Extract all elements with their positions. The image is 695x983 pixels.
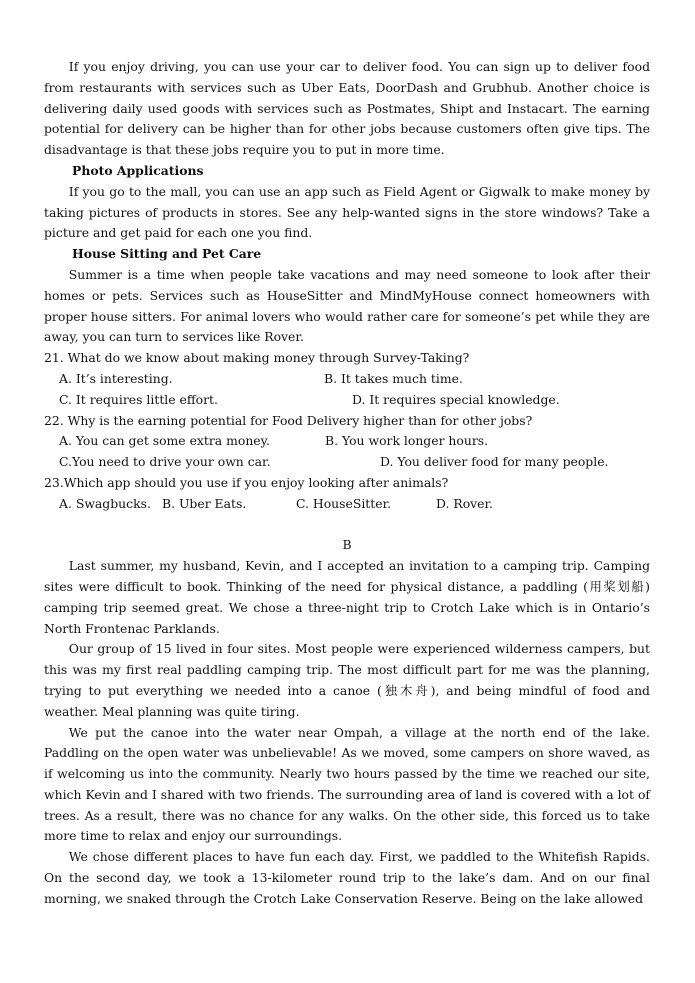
document-page (44, 57, 650, 910)
q22-option-b: B. You work longer hours. (325, 433, 489, 449)
question-23-options (44, 494, 650, 515)
q21-option-b: B. It takes much time. (324, 370, 463, 386)
q22-option-a: A. You can get some extra money. (59, 433, 270, 449)
question-22: 22. Why is the earning potential for Food Delivery higher than for other jobs? (44, 412, 533, 428)
paragraph-b-3: We put the canoe into the water near Ompah, a village at the north end of the lake. Paddling on the open water was unbelievable! As we moved, some campers on shore waved, as if welcoming us into the community. Nearly two hours passed by the time we reached our site, which Kevin and I shared with two friends. The surrounding area of land is covered with a lot of trees. As a result, there was no chance for any walks. On the other side, this forced us to take more time to relax and enjoy our surroundings. (44, 724, 650, 844)
q21-option-a: A. It’s interesting. (59, 370, 173, 386)
question-23: 23.Which app should you use if you enjoy looking after animals? (44, 474, 449, 490)
q23-option-a: A. Swagbucks. (59, 495, 151, 511)
q23-option-b: B. Uber Eats. (162, 495, 247, 511)
q23-option-c: C. HouseSitter. (296, 495, 392, 511)
paragraph-b-2: Our group of 15 lived in four sites. Most people were experienced wilderness campers, but this was my first real paddling camping trip. The most difficult part for me was the planning, trying to put everything we needed into a canoe (独木舟), and being mindful of food and weather. Meal planning was quite tiring. (44, 641, 650, 719)
paragraph-b-4: We chose different places to have fun each day. First, we paddled to the Whitefish Rapids. On the second day, we took a 13-kilometer round trip to the lake’s dam. And on our final morning, we snaked through the Crotch Lake Conservation Reserve. Being on the lake allowed (44, 849, 650, 906)
question-21: 21. What do we know about making money through Survey-Taking? (44, 350, 470, 366)
q22-option-c: C.You need to drive your own car. (59, 454, 271, 470)
q23-option-d: D. Rover. (436, 495, 493, 511)
question-22-options-row-2 (44, 452, 650, 473)
heading-house-sitting: House Sitting and Pet Care (72, 246, 262, 262)
heading-photo-applications: Photo Applications (72, 162, 204, 178)
paragraph-photo-applications: If you go to the mall, you can use an app such as Field Agent or Gigwalk to make money by taking pictures of products in stores. See any help-wanted signs in the store windows? Take a picture and get paid for each one you find. (44, 183, 650, 241)
paragraph-house-sitting: Summer is a time when people take vacations and may need someone to look after their homes or pets. Services such as HouseSitter and MindMyHouse connect homeowners with proper house sitters. For animal lovers who would rather care for someone’s pet while they are away, you can turn to services like Rover. (44, 266, 650, 345)
section-b-label: B (342, 537, 352, 553)
question-22-options-row-1 (44, 431, 650, 452)
paragraph-food-delivery: If you enjoy driving, you can use your car to deliver food. You can sign up to deliver food from restaurants with services such as Uber Eats, DoorDash and Grubhub. Another choice is delivering daily used goods with services such as Postmates, Shipt and Instacart. The earning potential for delivery can be higher than for other jobs because customers often give tips. The disadvantage is that these jobs require you to put in more time. (44, 59, 650, 158)
paragraph-b-1: Last summer, my husband, Kevin, and I accepted an invitation to a camping trip. Camping sites were difficult to book. Thinking of the need for physical distance, a paddling (用桨划船) camping trip seemed great. We chose a three-night trip to Crotch Lake which is in Ontario’s North Frontenac Parklands. (44, 558, 650, 636)
q21-option-c: C. It requires little effort. (59, 391, 218, 407)
question-21-options-row-1 (44, 369, 650, 390)
q21-option-d: D. It requires special knowledge. (352, 391, 560, 407)
question-21-options-row-2 (44, 390, 650, 411)
q22-option-d: D. You deliver food for many people. (380, 454, 609, 470)
